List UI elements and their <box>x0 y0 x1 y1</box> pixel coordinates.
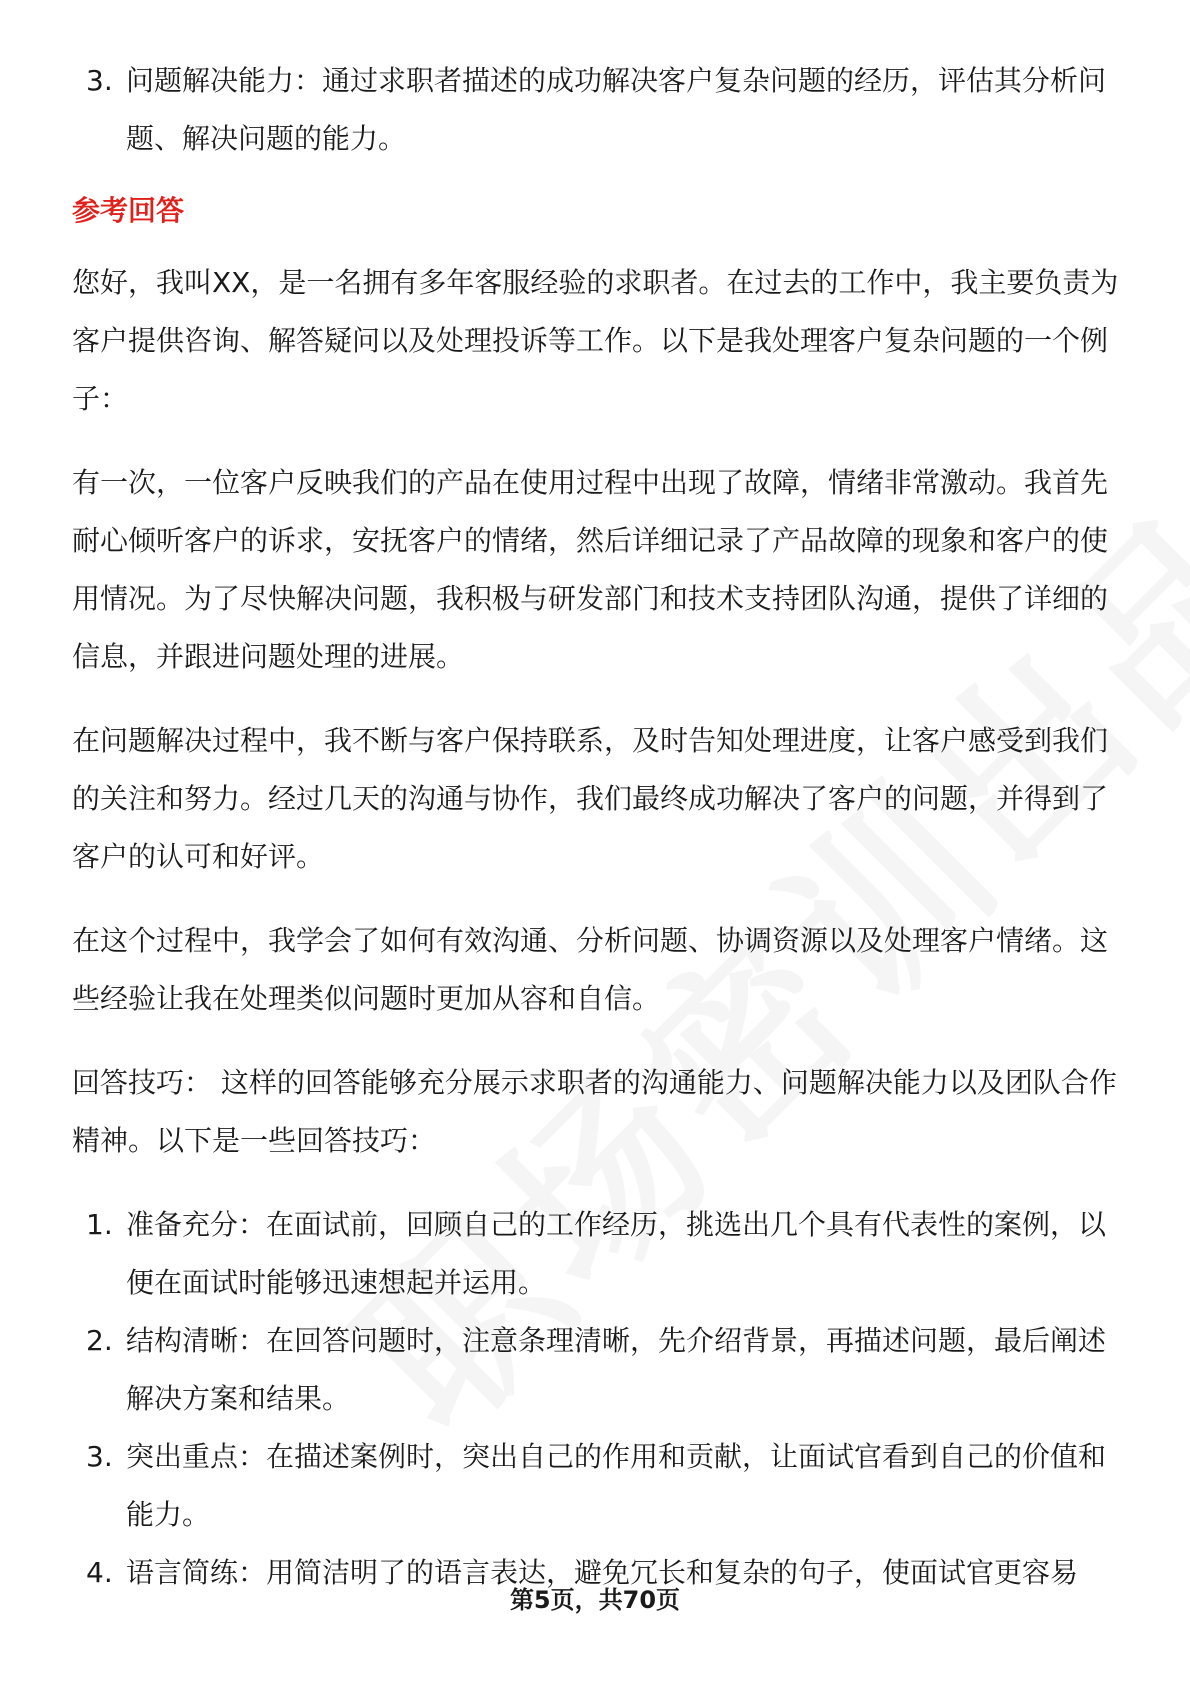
list-text: 问题解决能力：通过求职者描述的成功解决客户复杂问题的经历，评估其分析问题、解决问题的能力。 <box>126 64 1107 155</box>
section-heading: 参考回答 <box>72 194 185 227</box>
list-number: 4. <box>86 1556 113 1589</box>
tip-item-3 <box>72 1428 1132 1544</box>
tip-item-1 <box>72 1196 1132 1312</box>
list-text: 结构清晰：在回答问题时，注意条理清晰，先介绍背景，再描述问题，最后阐述解决方案和结果。 <box>126 1324 1107 1415</box>
paragraph-resolution: 在问题解决过程中，我不断与客户保持联系，及时告知处理进度，让客户感受到我们的关注和努力。经过几天的沟通与协作，我们最终成功解决了客户的问题，并得到了客户的认可和好评。 <box>72 724 1109 873</box>
list-number: 2. <box>86 1324 113 1357</box>
paragraph-lessons: 在这个过程中，我学会了如何有效沟通、分析问题、协调资源以及处理客户情绪。这些经验让我在处理类似问题时更加从容和自信。 <box>72 924 1109 1015</box>
paragraph-intro: 您好，我叫XX，是一名拥有多年客服经验的求职者。在过去的工作中，我主要负责为客户提供咨询、解答疑问以及处理投诉等工作。以下是我处理客户复杂问题的一个例子： <box>72 266 1119 415</box>
list-number: 1. <box>86 1208 113 1241</box>
list-item-evaluation-3 <box>72 52 1132 168</box>
list-number: 3. <box>86 1440 113 1473</box>
list-text: 突出重点：在描述案例时，突出自己的作用和贡献，让面试官看到自己的价值和能力。 <box>126 1440 1107 1531</box>
list-number: 3. <box>86 64 113 97</box>
document-content <box>72 52 1132 1602</box>
paragraph-tips-intro: 回答技巧： 这样的回答能够充分展示求职者的沟通能力、问题解决能力以及团队合作精神。以下是一些回答技巧： <box>72 1066 1117 1157</box>
list-text: 语言简练：用简洁明了的语言表达，避免冗长和复杂的句子，使面试官更容易 <box>126 1556 1079 1589</box>
paragraph-incident: 有一次，一位客户反映我们的产品在使用过程中出现了故障，情绪非常激动。我首先耐心倾听客户的诉求，安抚客户的情绪，然后详细记录了产品故障的现象和客户的使用情况。为了尽快解决问题，我积极与研发部门和技术支持团队沟通，提供了详细的信息，并跟进问题处理的进展。 <box>72 466 1109 673</box>
page-number: 第5页，共70页 <box>509 1586 681 1614</box>
tip-item-2 <box>72 1312 1132 1428</box>
list-text: 准备充分：在面试前，回顾自己的工作经历，挑选出几个具有代表性的案例，以便在面试时能够迅速想起并运用。 <box>126 1208 1107 1299</box>
